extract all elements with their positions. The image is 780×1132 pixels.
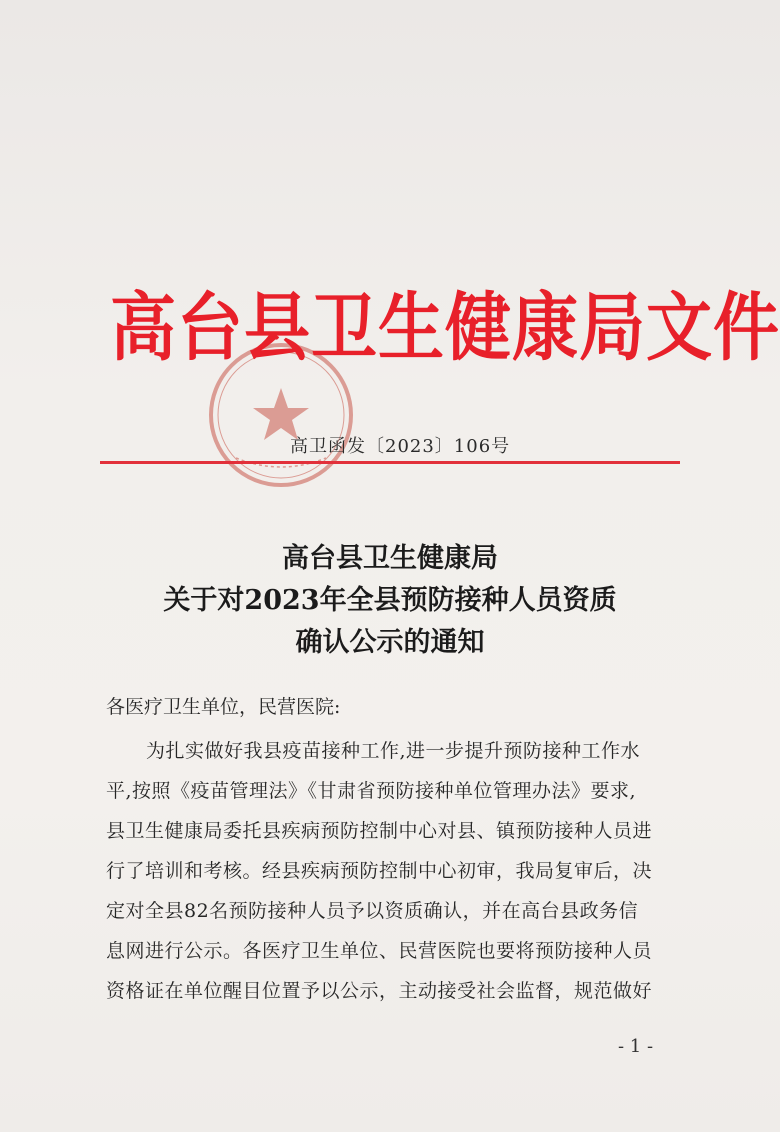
body-paragraph-line: 平,按照《疫苗管理法》《甘肃省预防接种单位管理办法》要求, (106, 780, 637, 802)
body-paragraph-line: 资格证在单位醒目位置予以公示，主动接受社会监督，规范做好 (106, 980, 653, 1002)
body-paragraph-line: 息网进行公示。各医疗卫生单位、民营医院也要将预防接种人员 (106, 940, 653, 962)
page-number: - 1 - (618, 1036, 654, 1057)
notice-title-line-1: 高台县卫生健康局 (282, 543, 498, 574)
notice-title-line-2: 关于对2023年全县预防接种人员资质 (163, 585, 617, 616)
salutation: 各医疗卫生单位，民营医院: (106, 696, 341, 718)
body-paragraph-line: 定对全县82名预防接种人员予以资质确认，并在高台县政务信 (106, 900, 639, 922)
document-number: 高卫函发〔2023〕106号 (290, 436, 511, 457)
body-paragraph-line: 县卫生健康局委托县疾病预防控制中心对县、镇预防接种人员进 (106, 820, 653, 842)
document-header-title: 高台县卫生健康局文件 (110, 283, 780, 372)
header-red-rule (100, 461, 680, 464)
notice-title-line-3: 确认公示的通知 (295, 627, 485, 658)
body-paragraph-line: 行了培训和考核。经县疾病预防控制中心初审，我局复审后，决 (106, 860, 653, 882)
body-paragraph-line: 为扎实做好我县疫苗接种工作,进一步提升预防接种工作水 (146, 740, 641, 762)
